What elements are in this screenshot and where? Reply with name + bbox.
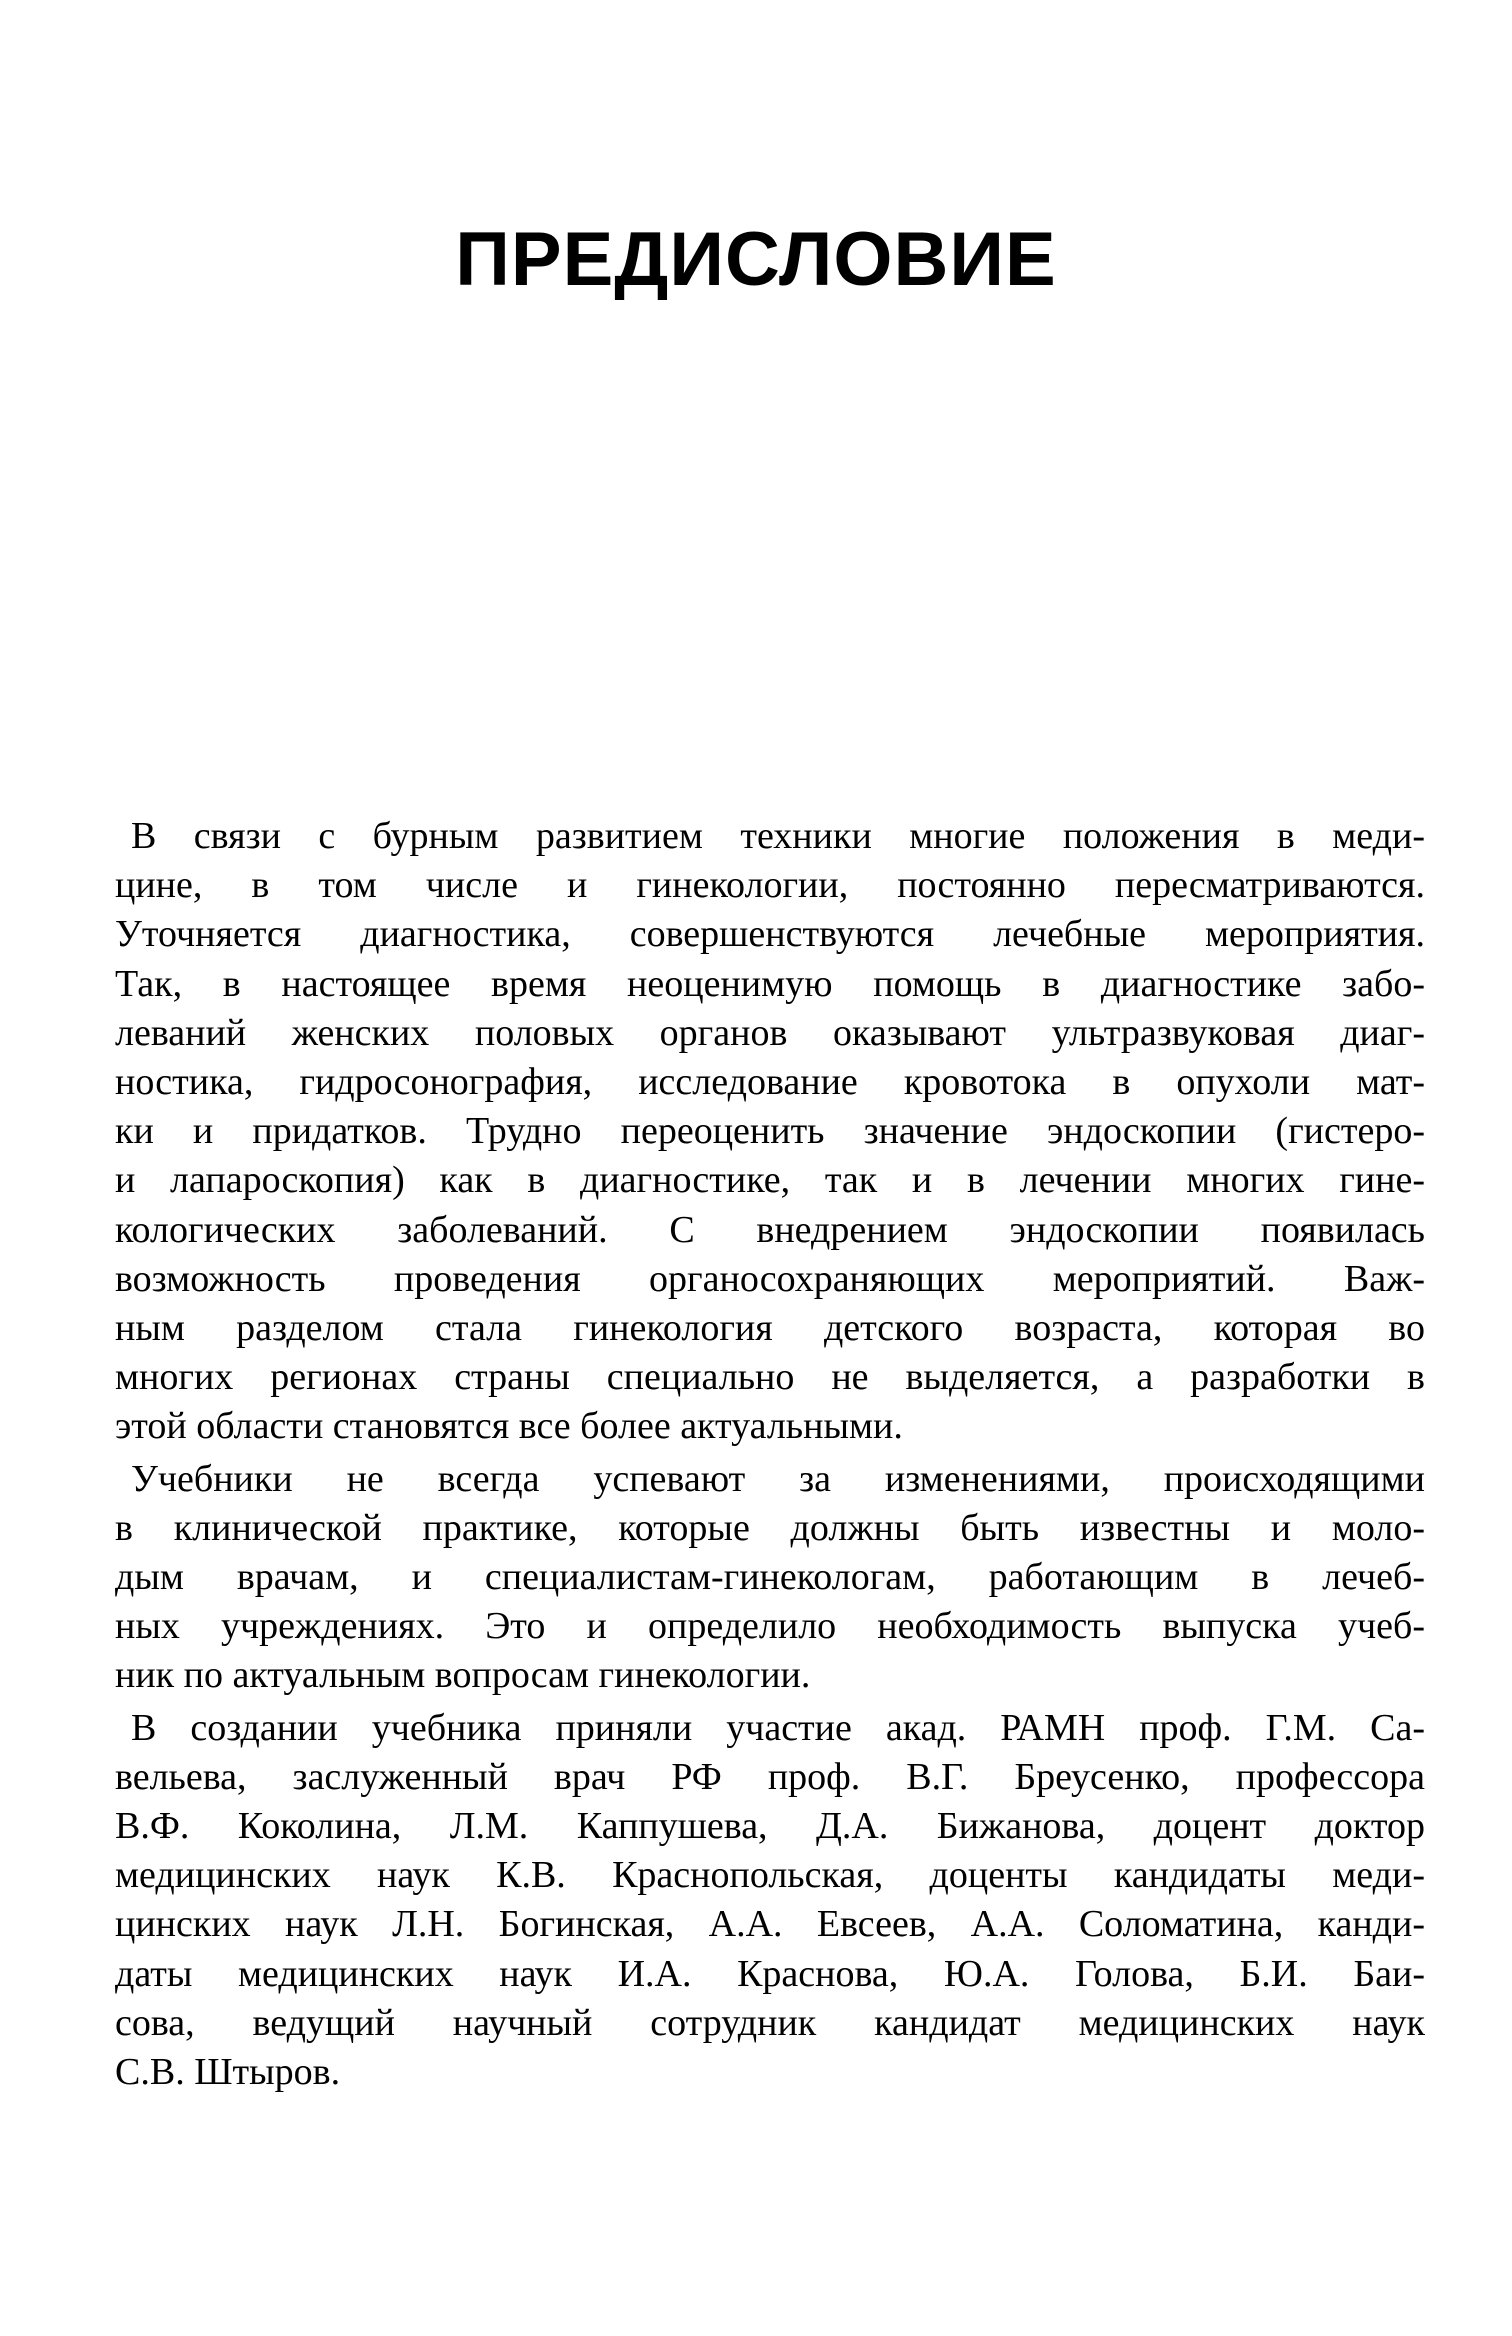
text-line: Так, в настоящее время неоценимую помощь в диагностике забо- [115, 962, 1425, 1005]
text-line: Уточняется диагностика, совершенствуются лечебные мероприятия. [115, 913, 1425, 956]
text-line: вельева, заслуженный врач РФ проф. В.Г. Бреусенко, профессора [115, 1755, 1425, 1798]
text-line: дым врачам, и специалистам-гинекологам, работающим в лечеб- [115, 1556, 1425, 1599]
paragraph-1 [115, 812, 1425, 1452]
text-line: цинских наук Л.Н. Богинская, А.А. Евсеев, А.А. Соломатина, канди- [115, 1903, 1425, 1946]
text-line: даты медицинских наук И.А. Краснова, Ю.А. Голова, Б.И. Баи- [115, 1952, 1425, 1995]
paragraph-2 [115, 1455, 1425, 1701]
text-line: цине, в том числе и гинекологии, постоянно пересматриваются. [115, 864, 1425, 907]
text-line: и лапароскопия) как в диагностике, так и в лечении многих гине- [115, 1159, 1425, 1202]
text-line: медицинских наук К.В. Краснопольская, доценты кандидаты меди- [115, 1854, 1425, 1897]
text-line: ным разделом стала гинекология детского возраста, которая во [115, 1307, 1425, 1350]
text-line: Учебники не всегда успевают за изменениями, происходящими [131, 1457, 1425, 1500]
page-title: ПРЕДИСЛОВИЕ [455, 217, 1057, 302]
text-line: в клинической практике, которые должны быть известны и моло- [115, 1506, 1425, 1549]
text-line: ностика, гидросонография, исследование кровотока в опухоли мат- [115, 1061, 1425, 1104]
paragraph-3 [115, 1704, 1425, 2098]
text-line: этой области становятся все более актуальными. [115, 1405, 903, 1448]
text-line: В.Ф. Коколина, Л.М. Каппушева, Д.А. Бижанова, доцент доктор [115, 1805, 1425, 1848]
text-line: многих регионах страны специально не выделяется, а разработки в [115, 1356, 1425, 1399]
text-line: кологических заболеваний. С внедрением эндоскопии появилась [115, 1208, 1425, 1251]
text-line: В создании учебника приняли участие акад. РАМН проф. Г.М. Са- [131, 1706, 1425, 1749]
text-line: ник по актуальным вопросам гинекологии. [115, 1654, 811, 1697]
text-line: возможность проведения органосохраняющих мероприятий. Важ- [115, 1257, 1425, 1300]
text-line: С.В. Штыров. [115, 2051, 341, 2094]
text-line: ки и придатков. Трудно переоценить значение эндоскопии (гистеро- [115, 1110, 1425, 1153]
preface-body [115, 812, 1425, 2097]
text-line: леваний женских половых органов оказывают ультразвуковая диаг- [115, 1011, 1425, 1054]
text-line: сова, ведущий научный сотрудник кандидат медицинских наук [115, 2001, 1425, 2044]
text-line: ных учреждениях. Это и определило необходимость выпуска учеб- [115, 1605, 1425, 1648]
text-line: В связи с бурным развитием техники многие положения в меди- [131, 815, 1425, 857]
